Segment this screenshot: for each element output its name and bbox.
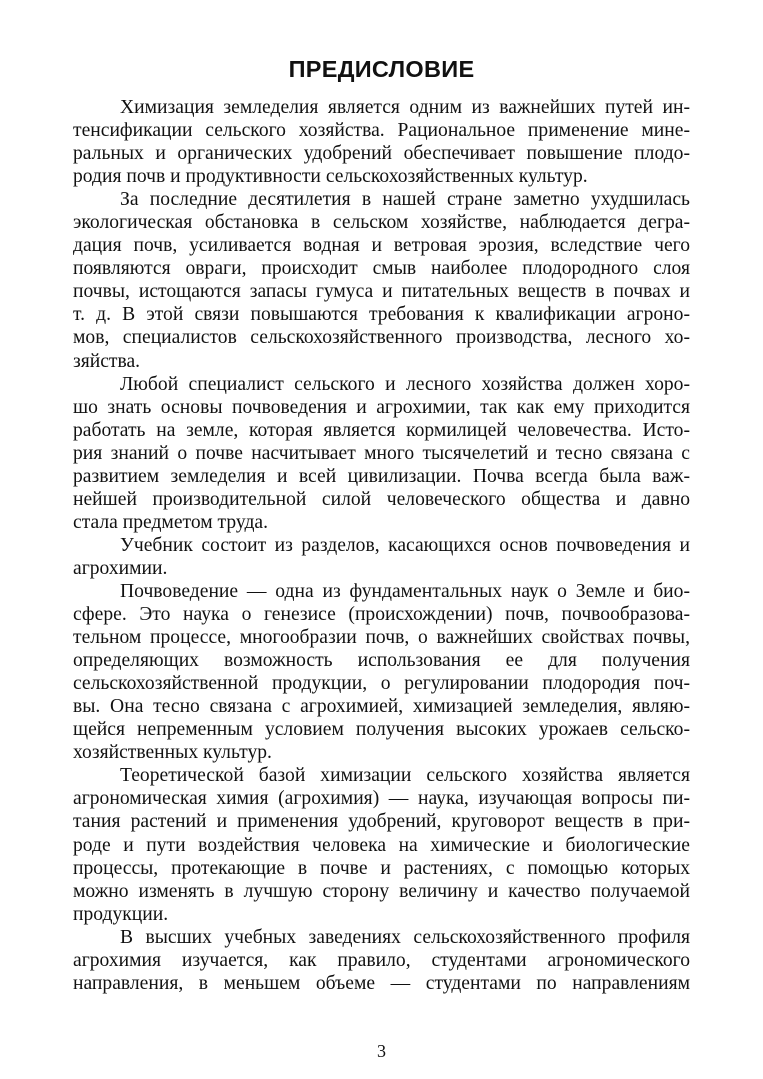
page-title: ПРЕДИСЛОВИЕ	[288, 56, 475, 82]
text-line: За последние десятилетия в нашей стране заметно ухудшилась	[120, 189, 690, 211]
text-line: вы. Она тесно связана с агрохимией, химизацией земледелия, являю-	[73, 696, 690, 718]
text-line: тания растений и применения удобрений, круговорот веществ в при-	[73, 811, 690, 833]
preface-text	[73, 96, 690, 995]
paragraph	[73, 764, 690, 925]
text-line: экологическая обстановка в сельском хозяйстве, наблюдается дегра-	[73, 212, 690, 234]
text-line: Теоретической базой химизации сельского хозяйства является	[120, 765, 690, 787]
text-line: сельскохозяйственной продукции, о регулировании плодородия поч-	[73, 673, 690, 695]
text-line: т. д. В этой связи повышаются требования к квалификации агроно-	[73, 304, 690, 326]
text-line: мов, специалистов сельскохозяйственного производства, лесного хо-	[73, 327, 690, 349]
text-line: роде и пути воздействия человека на химические и биологические	[73, 834, 690, 856]
text-line: Учебник состоит из разделов, касающихся основ почвоведения и	[120, 534, 690, 556]
text-line: шо знать основы почвоведения и агрохимии, так как ему приходится	[73, 396, 690, 418]
text-line: сфере. Это наука о генезисе (происхождении) почв, почвообразова-	[73, 604, 690, 626]
text-line: агрохимии.	[73, 557, 168, 579]
text-line: щейся непременным условием получения высоких урожаев сельско-	[73, 719, 690, 741]
text-line: Любой специалист сельского и лесного хозяйства должен хоро-	[120, 373, 690, 395]
text-line: направления, в меньшем объеме — студентами по направлениям	[73, 972, 690, 994]
text-line: хозяйственных культур.	[73, 742, 272, 764]
page-number: 3	[377, 1041, 386, 1061]
text-line: почвы, истощаются запасы гумуса и питательных веществ в почвах и	[73, 281, 690, 303]
text-line: агрохимия изучается, как правило, студентами агрономического	[73, 949, 690, 971]
text-line: работать на земле, которая является кормилицей человечества. Исто-	[73, 419, 690, 441]
text-line: Почвоведение — одна из фундаментальных наук о Земле и био-	[120, 580, 690, 602]
paragraph	[73, 926, 690, 995]
paragraph	[73, 373, 690, 534]
text-line: можно изменять в лучшую сторону величину и качество получаемой	[73, 880, 690, 902]
text-line: стала предметом труда.	[73, 511, 269, 533]
text-line: дация почв, усиливается водная и ветровая эрозия, вследствие чего	[73, 235, 690, 257]
text-line: тельном процессе, многообразии почв, о важнейших свойствах почвы,	[73, 627, 690, 649]
text-line: ральных и органических удобрений обеспечивает повышение плодо-	[73, 143, 690, 165]
text-line: нейшей производительной силой человеческого общества и давно	[73, 488, 690, 510]
text-line: зяйства.	[73, 350, 141, 372]
text-line: родия почв и продуктивности сельскохозяйственных культур.	[73, 166, 588, 188]
text-line: агрономическая химия (агрохимия) — наука, изучающая вопросы пи-	[73, 788, 690, 810]
paragraph	[73, 188, 690, 372]
paragraph	[73, 96, 690, 188]
paragraph	[73, 580, 690, 764]
text-line: появляются овраги, происходит смыв наиболее плодородного слоя	[73, 258, 690, 280]
text-line: рия знаний о почве насчитывает много тысячелетий и тесно связана с	[73, 442, 690, 464]
text-line: развитием земледелия и всей цивилизации. Почва всегда была важ-	[73, 465, 690, 487]
text-line: Химизация земледелия является одним из важнейших путей ин-	[120, 97, 690, 118]
text-line: определяющих возможность использования ее для получения	[73, 650, 690, 672]
text-line: процессы, протекающие в почве и растениях, с помощью которых	[73, 857, 690, 879]
text-line: тенсификации сельского хозяйства. Рациональное применение мине-	[73, 120, 690, 142]
text-line: В высших учебных заведениях сельскохозяйственного профиля	[120, 926, 690, 948]
text-line: продукции.	[73, 903, 169, 925]
paragraph	[73, 534, 690, 580]
